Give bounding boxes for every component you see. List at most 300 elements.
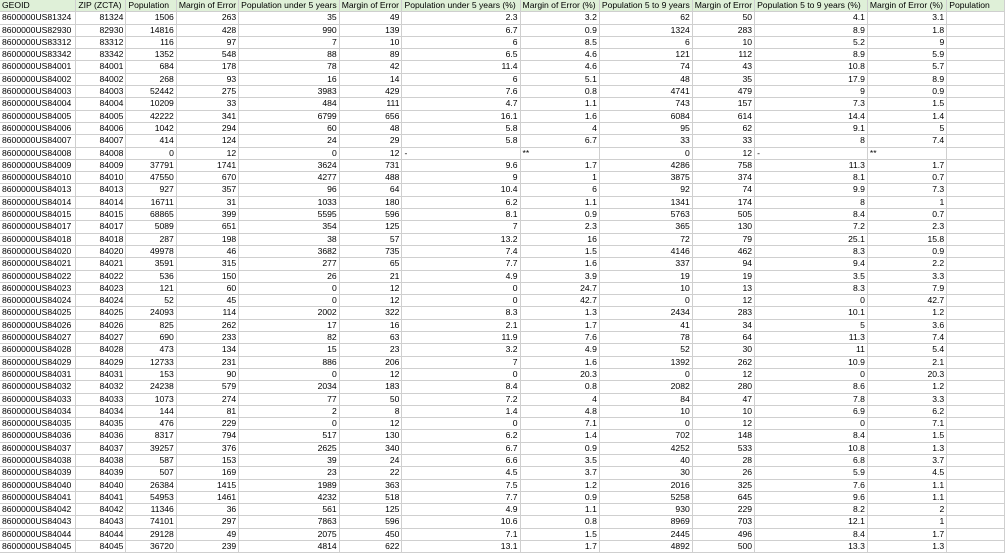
table-cell[interactable]: 153 [176,454,238,466]
table-cell[interactable]: 4.9 [402,504,520,516]
table-cell[interactable]: 84001 [76,61,126,73]
table-cell[interactable]: 95 [599,122,692,134]
table-cell[interactable]: 33 [599,135,692,147]
table-cell[interactable]: 8600000US84014 [0,196,76,208]
table-cell[interactable]: 268 [126,73,176,85]
table-cell[interactable]: 81324 [76,12,126,24]
table-cell[interactable] [947,98,1005,110]
table-cell[interactable]: 0.9 [520,24,599,36]
table-cell[interactable] [947,209,1005,221]
table-cell[interactable]: 322 [339,307,402,319]
table-cell[interactable]: 11.3 [755,332,868,344]
table-cell[interactable]: 496 [692,528,754,540]
column-header[interactable]: Population [126,0,176,12]
table-cell[interactable]: 8600000US84040 [0,479,76,491]
table-cell[interactable]: 476 [126,418,176,430]
table-cell[interactable]: 1.1 [867,491,946,503]
table-cell[interactable]: 84039 [76,467,126,479]
table-cell[interactable]: 6 [520,184,599,196]
table-cell[interactable]: 116 [126,36,176,48]
table-cell[interactable]: 1.5 [867,98,946,110]
table-cell[interactable]: 1.1 [867,479,946,491]
table-cell[interactable]: 8.9 [755,24,868,36]
table-cell[interactable]: 6.8 [755,454,868,466]
table-cell[interactable]: 6.2 [402,196,520,208]
table-cell[interactable]: 17 [239,319,340,331]
table-cell[interactable]: 8600000US83342 [0,49,76,61]
table-cell[interactable]: 462 [692,245,754,257]
table-cell[interactable]: 10.4 [402,184,520,196]
table-cell[interactable]: 37791 [126,159,176,171]
table-cell[interactable]: 622 [339,541,402,553]
table-cell[interactable]: 64 [339,184,402,196]
table-cell[interactable]: 0 [599,418,692,430]
table-cell[interactable]: 794 [176,430,238,442]
table-cell[interactable]: 24238 [126,381,176,393]
table-cell[interactable] [947,541,1005,553]
table-cell[interactable]: 8600000US84034 [0,405,76,417]
table-cell[interactable]: 5.8 [402,135,520,147]
table-cell[interactable]: 84041 [76,491,126,503]
table-cell[interactable]: 5258 [599,491,692,503]
table-cell[interactable]: 84035 [76,418,126,430]
table-cell[interactable]: 8600000US84026 [0,319,76,331]
table-cell[interactable]: 8600000US84041 [0,491,76,503]
table-cell[interactable]: 8600000US84032 [0,381,76,393]
table-cell[interactable]: 20.3 [867,368,946,380]
table-cell[interactable]: 74 [692,184,754,196]
table-cell[interactable]: 19 [599,270,692,282]
table-cell[interactable]: 96 [239,184,340,196]
table-cell[interactable]: 8600000US84023 [0,282,76,294]
table-cell[interactable]: 7.6 [402,86,520,98]
table-cell[interactable]: 4.1 [755,12,868,24]
table-cell[interactable]: 9.6 [402,159,520,171]
table-cell[interactable]: 8.9 [867,73,946,85]
table-cell[interactable]: 84010 [76,172,126,184]
table-cell[interactable]: 8.1 [402,209,520,221]
table-cell[interactable]: 4252 [599,442,692,454]
table-cell[interactable]: 84033 [76,393,126,405]
table-cell[interactable]: 684 [126,61,176,73]
table-cell[interactable] [947,270,1005,282]
table-cell[interactable]: 0.8 [520,381,599,393]
table-cell[interactable]: 6 [599,36,692,48]
table-cell[interactable]: 2434 [599,307,692,319]
table-cell[interactable]: 518 [339,491,402,503]
table-cell[interactable]: 4741 [599,86,692,98]
table-cell[interactable]: 84004 [76,98,126,110]
table-cell[interactable]: 479 [692,86,754,98]
table-cell[interactable]: 22 [339,467,402,479]
table-cell[interactable]: 88 [239,49,340,61]
table-cell[interactable]: 6.2 [402,430,520,442]
table-cell[interactable]: 42.7 [867,295,946,307]
table-cell[interactable]: 7863 [239,516,340,528]
table-cell[interactable]: 1.6 [520,110,599,122]
table-cell[interactable]: 28 [692,454,754,466]
table-cell[interactable]: 2445 [599,528,692,540]
table-cell[interactable]: 1042 [126,122,176,134]
table-cell[interactable]: 24 [239,135,340,147]
table-cell[interactable]: 8600000US84025 [0,307,76,319]
table-cell[interactable]: 927 [126,184,176,196]
table-cell[interactable]: 130 [692,221,754,233]
table-cell[interactable]: 8600000US84010 [0,172,76,184]
table-cell[interactable]: 26 [692,467,754,479]
table-cell[interactable] [947,122,1005,134]
table-cell[interactable]: 4286 [599,159,692,171]
table-cell[interactable]: 6.9 [755,405,868,417]
table-cell[interactable]: 3.7 [867,454,946,466]
table-cell[interactable]: 2034 [239,381,340,393]
table-cell[interactable]: 36720 [126,541,176,553]
table-cell[interactable]: 5.1 [520,73,599,85]
table-cell[interactable]: 23 [339,344,402,356]
table-cell[interactable]: 1.1 [520,196,599,208]
table-cell[interactable]: 20.3 [520,368,599,380]
table-cell[interactable]: 6 [402,36,520,48]
table-cell[interactable]: 1.3 [867,541,946,553]
table-cell[interactable]: 48 [599,73,692,85]
column-header[interactable]: ZIP (ZCTA) [76,0,126,12]
table-cell[interactable]: 231 [176,356,238,368]
column-header[interactable]: GEOID [0,0,76,12]
table-cell[interactable]: 42.7 [520,295,599,307]
table-cell[interactable]: 1.1 [520,98,599,110]
table-cell[interactable] [947,135,1005,147]
table-cell[interactable]: 84023 [76,282,126,294]
table-cell[interactable] [947,245,1005,257]
table-cell[interactable]: 12 [339,295,402,307]
table-cell[interactable]: 7.1 [520,418,599,430]
table-cell[interactable]: 84032 [76,381,126,393]
table-cell[interactable]: 144 [126,405,176,417]
table-cell[interactable]: 10.6 [402,516,520,528]
table-cell[interactable]: 3983 [239,86,340,98]
table-cell[interactable]: 84007 [76,135,126,147]
table-cell[interactable]: 1.3 [520,307,599,319]
table-cell[interactable]: 8600000US84031 [0,368,76,380]
table-cell[interactable]: 183 [339,381,402,393]
table-cell[interactable]: 5.9 [867,49,946,61]
table-cell[interactable]: 2.2 [867,258,946,270]
table-cell[interactable]: 78 [239,61,340,73]
table-cell[interactable]: 47550 [126,172,176,184]
table-cell[interactable]: 8969 [599,516,692,528]
table-cell[interactable]: 8.1 [755,172,868,184]
table-cell[interactable]: 7.1 [402,528,520,540]
table-cell[interactable]: 8.9 [755,49,868,61]
table-cell[interactable]: 2.1 [402,319,520,331]
table-cell[interactable]: 596 [339,209,402,221]
table-cell[interactable]: 3.6 [867,319,946,331]
table-cell[interactable]: 52 [126,295,176,307]
table-cell[interactable]: 7.1 [867,418,946,430]
table-cell[interactable]: 84031 [76,368,126,380]
table-cell[interactable]: 8600000US84002 [0,73,76,85]
table-cell[interactable]: 8600000US84045 [0,541,76,553]
table-cell[interactable]: 354 [239,221,340,233]
table-cell[interactable]: 5 [867,122,946,134]
table-cell[interactable]: 9.9 [755,184,868,196]
table-cell[interactable]: 83312 [76,36,126,48]
table-cell[interactable] [947,36,1005,48]
table-cell[interactable]: 274 [176,393,238,405]
table-cell[interactable]: 84018 [76,233,126,245]
table-cell[interactable]: 731 [339,159,402,171]
table-cell[interactable]: 68865 [126,209,176,221]
table-cell[interactable]: 6084 [599,110,692,122]
table-cell[interactable]: 670 [176,172,238,184]
table-cell[interactable]: 3.3 [867,270,946,282]
table-cell[interactable]: 8600000US84024 [0,295,76,307]
table-cell[interactable]: 8600000US84009 [0,159,76,171]
table-cell[interactable] [947,405,1005,417]
column-header[interactable]: Population under 5 years [239,0,340,12]
table-cell[interactable] [947,233,1005,245]
table-cell[interactable]: 54953 [126,491,176,503]
table-cell[interactable]: 42 [339,61,402,73]
table-cell[interactable]: 4.5 [402,467,520,479]
table-cell[interactable]: 42222 [126,110,176,122]
table-cell[interactable]: 4277 [239,172,340,184]
table-cell[interactable]: 84044 [76,528,126,540]
table-cell[interactable]: 1506 [126,12,176,24]
table-cell[interactable]: ** [520,147,599,159]
table-cell[interactable]: 1.5 [867,430,946,442]
table-cell[interactable]: 7.9 [867,282,946,294]
table-cell[interactable]: 148 [692,430,754,442]
table-cell[interactable]: 4.8 [520,405,599,417]
table-cell[interactable]: 6 [402,73,520,85]
table-cell[interactable]: 72 [599,233,692,245]
table-cell[interactable]: 111 [339,98,402,110]
table-cell[interactable]: 31 [176,196,238,208]
table-cell[interactable]: 84022 [76,270,126,282]
table-cell[interactable]: 414 [126,135,176,147]
table-cell[interactable]: 596 [339,516,402,528]
table-cell[interactable] [947,110,1005,122]
table-cell[interactable]: 3875 [599,172,692,184]
table-cell[interactable]: 121 [126,282,176,294]
table-cell[interactable]: 283 [692,307,754,319]
table-cell[interactable]: 84014 [76,196,126,208]
table-cell[interactable]: 233 [176,332,238,344]
table-cell[interactable]: 14.4 [755,110,868,122]
table-cell[interactable]: 7.2 [755,221,868,233]
table-cell[interactable] [947,196,1005,208]
table-cell[interactable]: 10 [599,405,692,417]
table-cell[interactable]: 690 [126,332,176,344]
table-cell[interactable]: 19 [692,270,754,282]
table-cell[interactable]: 15.8 [867,233,946,245]
table-cell[interactable]: 4 [520,393,599,405]
table-cell[interactable]: 36 [176,504,238,516]
table-cell[interactable]: 84027 [76,332,126,344]
table-cell[interactable]: 84 [599,393,692,405]
table-cell[interactable]: 4.9 [402,270,520,282]
table-cell[interactable]: 1 [867,196,946,208]
table-cell[interactable]: 7.2 [402,393,520,405]
table-cell[interactable]: 2 [867,504,946,516]
table-cell[interactable]: 645 [692,491,754,503]
table-cell[interactable]: 50 [692,12,754,24]
table-cell[interactable]: 62 [692,122,754,134]
table-cell[interactable]: 374 [692,172,754,184]
table-cell[interactable]: 15 [239,344,340,356]
column-header[interactable]: Margin of Error (%) [867,0,946,12]
table-cell[interactable]: 0.9 [867,86,946,98]
table-cell[interactable]: 8600000US82930 [0,24,76,36]
table-cell[interactable]: 262 [692,356,754,368]
table-cell[interactable]: 7.7 [402,491,520,503]
table-cell[interactable] [947,221,1005,233]
table-cell[interactable]: 62 [599,12,692,24]
table-cell[interactable]: 1392 [599,356,692,368]
table-cell[interactable]: 533 [692,442,754,454]
table-cell[interactable]: 130 [339,430,402,442]
table-cell[interactable]: 13.2 [402,233,520,245]
table-cell[interactable]: 340 [339,442,402,454]
table-cell[interactable]: 84008 [76,147,126,159]
table-cell[interactable]: 8600000US84013 [0,184,76,196]
column-header[interactable]: Margin of Error [339,0,402,12]
table-cell[interactable]: 60 [239,122,340,134]
table-cell[interactable]: 12733 [126,356,176,368]
table-cell[interactable]: 84013 [76,184,126,196]
table-cell[interactable]: 277 [239,258,340,270]
table-cell[interactable]: 12 [339,368,402,380]
table-cell[interactable]: 65 [339,258,402,270]
table-cell[interactable] [947,61,1005,73]
table-cell[interactable] [947,418,1005,430]
table-cell[interactable]: 8600000US84006 [0,122,76,134]
table-cell[interactable]: 43 [692,61,754,73]
table-cell[interactable]: 262 [176,319,238,331]
table-cell[interactable]: 2 [239,405,340,417]
table-cell[interactable] [947,282,1005,294]
table-cell[interactable] [947,307,1005,319]
table-cell[interactable]: 1341 [599,196,692,208]
table-cell[interactable]: 517 [239,430,340,442]
table-cell[interactable]: 94 [692,258,754,270]
table-cell[interactable]: 287 [126,233,176,245]
table-cell[interactable]: 9 [755,86,868,98]
table-cell[interactable]: 8 [755,135,868,147]
table-cell[interactable]: 93 [176,73,238,85]
table-cell[interactable]: 60 [176,282,238,294]
table-cell[interactable]: 0.8 [520,86,599,98]
table-cell[interactable] [947,491,1005,503]
table-cell[interactable]: 8600000US84017 [0,221,76,233]
table-cell[interactable]: 500 [692,541,754,553]
table-cell[interactable]: 8600000US84039 [0,467,76,479]
table-cell[interactable]: 473 [126,344,176,356]
table-cell[interactable]: 84002 [76,73,126,85]
table-cell[interactable]: 0 [239,147,340,159]
table-cell[interactable]: 84003 [76,86,126,98]
table-cell[interactable] [947,12,1005,24]
table-cell[interactable]: 3.1 [867,12,946,24]
table-cell[interactable]: 758 [692,159,754,171]
table-cell[interactable]: 3.5 [520,454,599,466]
table-cell[interactable]: 1.7 [520,159,599,171]
table-cell[interactable]: 35 [692,73,754,85]
table-cell[interactable]: 79 [692,233,754,245]
table-cell[interactable]: 0 [402,418,520,430]
table-cell[interactable]: 1 [867,516,946,528]
table-cell[interactable]: 0.7 [867,172,946,184]
table-cell[interactable]: 84028 [76,344,126,356]
table-cell[interactable]: 4814 [239,541,340,553]
table-cell[interactable] [947,159,1005,171]
table-cell[interactable]: 5089 [126,221,176,233]
table-cell[interactable]: 0 [126,147,176,159]
table-cell[interactable]: 10.9 [755,356,868,368]
table-cell[interactable]: 1.7 [867,159,946,171]
table-cell[interactable]: 8.3 [755,245,868,257]
table-cell[interactable]: 8600000US84043 [0,516,76,528]
table-cell[interactable] [947,356,1005,368]
table-cell[interactable] [947,528,1005,540]
table-cell[interactable]: 4232 [239,491,340,503]
table-cell[interactable]: 8600000US81324 [0,12,76,24]
table-cell[interactable]: 0 [599,368,692,380]
table-cell[interactable]: 376 [176,442,238,454]
table-cell[interactable]: 8600000US84044 [0,528,76,540]
table-cell[interactable]: 8 [339,405,402,417]
column-header[interactable]: Margin of Error [692,0,754,12]
table-cell[interactable]: 229 [176,418,238,430]
table-cell[interactable]: 3.7 [520,467,599,479]
table-cell[interactable]: 5.2 [755,36,868,48]
table-cell[interactable]: 77 [239,393,340,405]
table-cell[interactable]: 5595 [239,209,340,221]
table-cell[interactable]: 11.3 [755,159,868,171]
table-cell[interactable]: 1073 [126,393,176,405]
table-cell[interactable]: 8600000US84036 [0,430,76,442]
table-cell[interactable]: 48 [339,122,402,134]
table-cell[interactable]: 2.3 [520,221,599,233]
table-cell[interactable]: 8600000US84008 [0,147,76,159]
table-cell[interactable]: 10209 [126,98,176,110]
table-cell[interactable]: 84043 [76,516,126,528]
table-cell[interactable]: 4.6 [520,49,599,61]
table-cell[interactable]: 84024 [76,295,126,307]
table-cell[interactable]: 7.3 [867,184,946,196]
table-cell[interactable]: 63 [339,332,402,344]
table-cell[interactable]: 2075 [239,528,340,540]
table-cell[interactable]: 4.7 [402,98,520,110]
table-cell[interactable]: 11.4 [402,61,520,73]
table-cell[interactable]: 239 [176,541,238,553]
table-cell[interactable]: 33 [176,98,238,110]
table-cell[interactable]: 0.7 [867,209,946,221]
table-cell[interactable]: 0 [239,368,340,380]
table-cell[interactable]: 6.7 [520,135,599,147]
table-cell[interactable]: 10 [339,36,402,48]
table-cell[interactable]: 7.4 [402,245,520,257]
table-cell[interactable]: 206 [339,356,402,368]
table-cell[interactable]: 3.2 [520,12,599,24]
table-cell[interactable]: 84040 [76,479,126,491]
table-cell[interactable] [947,344,1005,356]
table-cell[interactable]: 0.9 [867,245,946,257]
table-cell[interactable]: 2.1 [867,356,946,368]
table-cell[interactable]: 8.4 [755,209,868,221]
table-cell[interactable]: 4.6 [520,61,599,73]
